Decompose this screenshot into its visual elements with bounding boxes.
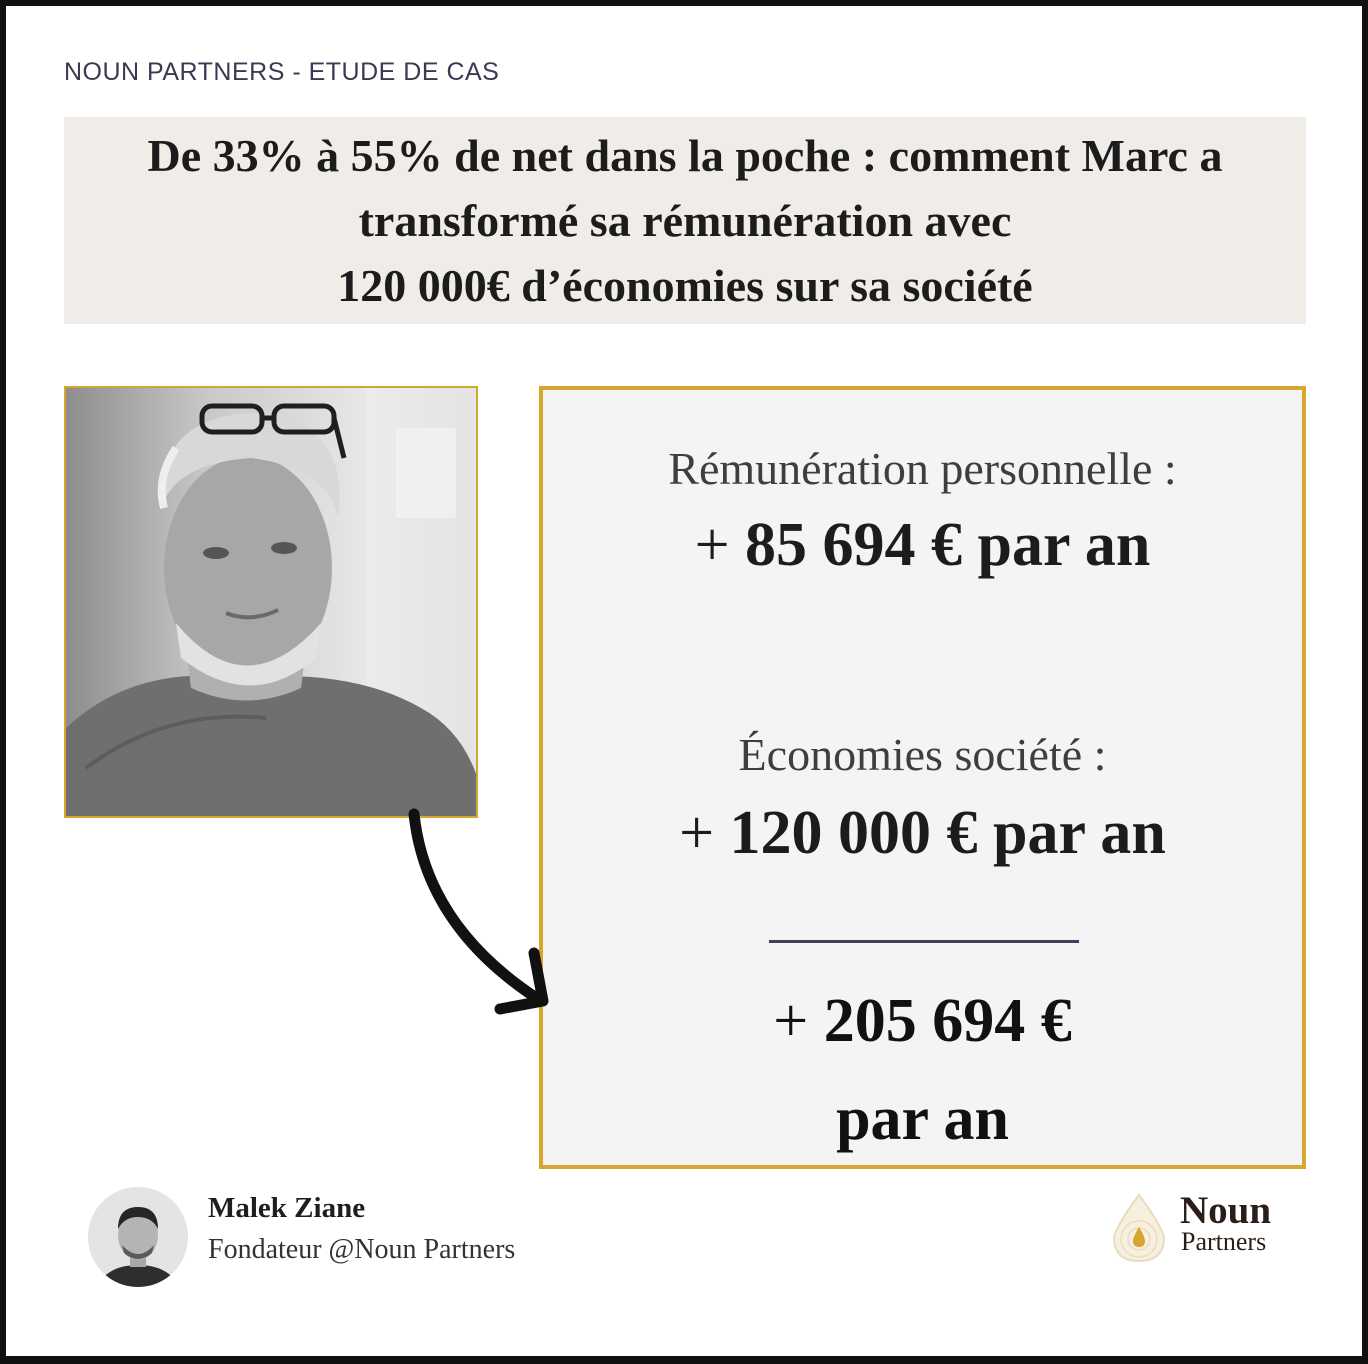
remuneration-plus-sign: + (694, 511, 730, 579)
kicker-label: NOUN PARTNERS - ETUDE DE CAS (64, 58, 500, 86)
economies-amount: 120 000 € par an (729, 799, 1166, 867)
author-avatar-illustration (88, 1187, 188, 1287)
case-study-card (6, 6, 1362, 1356)
title-line-1: De 33% à 55% de net dans la poche : comment Marc a (147, 130, 1223, 181)
curved-arrow-icon (386, 796, 566, 1026)
noun-partners-logo (1106, 1189, 1296, 1269)
author-avatar (88, 1187, 188, 1287)
economies-plus-sign: + (679, 799, 715, 867)
client-photo (64, 386, 478, 818)
client-portrait-illustration (66, 388, 476, 816)
total-plus-sign: + (773, 987, 809, 1055)
logo-text-partners: Partners (1181, 1227, 1267, 1256)
remuneration-label: Rémunération personnelle : (668, 443, 1177, 494)
total-suffix: par an (836, 1085, 1009, 1153)
title-banner (64, 117, 1306, 324)
economies-label: Économies société : (738, 729, 1107, 780)
title-line-2: transformé sa rémunération avec (358, 195, 1012, 246)
remuneration-value (543, 510, 1302, 581)
total-amount: 205 694 € (823, 987, 1072, 1055)
remuneration-amount: 85 694 € par an (745, 511, 1151, 579)
logo-text-noun: Noun (1180, 1189, 1272, 1232)
author-name: Malek Ziane (208, 1192, 366, 1224)
economies-value (543, 798, 1302, 869)
title-line-3: 120 000€ d’économies sur sa société (337, 260, 1033, 311)
author-role: Fondateur @Noun Partners (208, 1234, 516, 1265)
water-drop-icon (1106, 1191, 1172, 1265)
total-value (543, 986, 1302, 1057)
savings-summary-box (539, 386, 1306, 1169)
sum-divider (769, 940, 1079, 943)
